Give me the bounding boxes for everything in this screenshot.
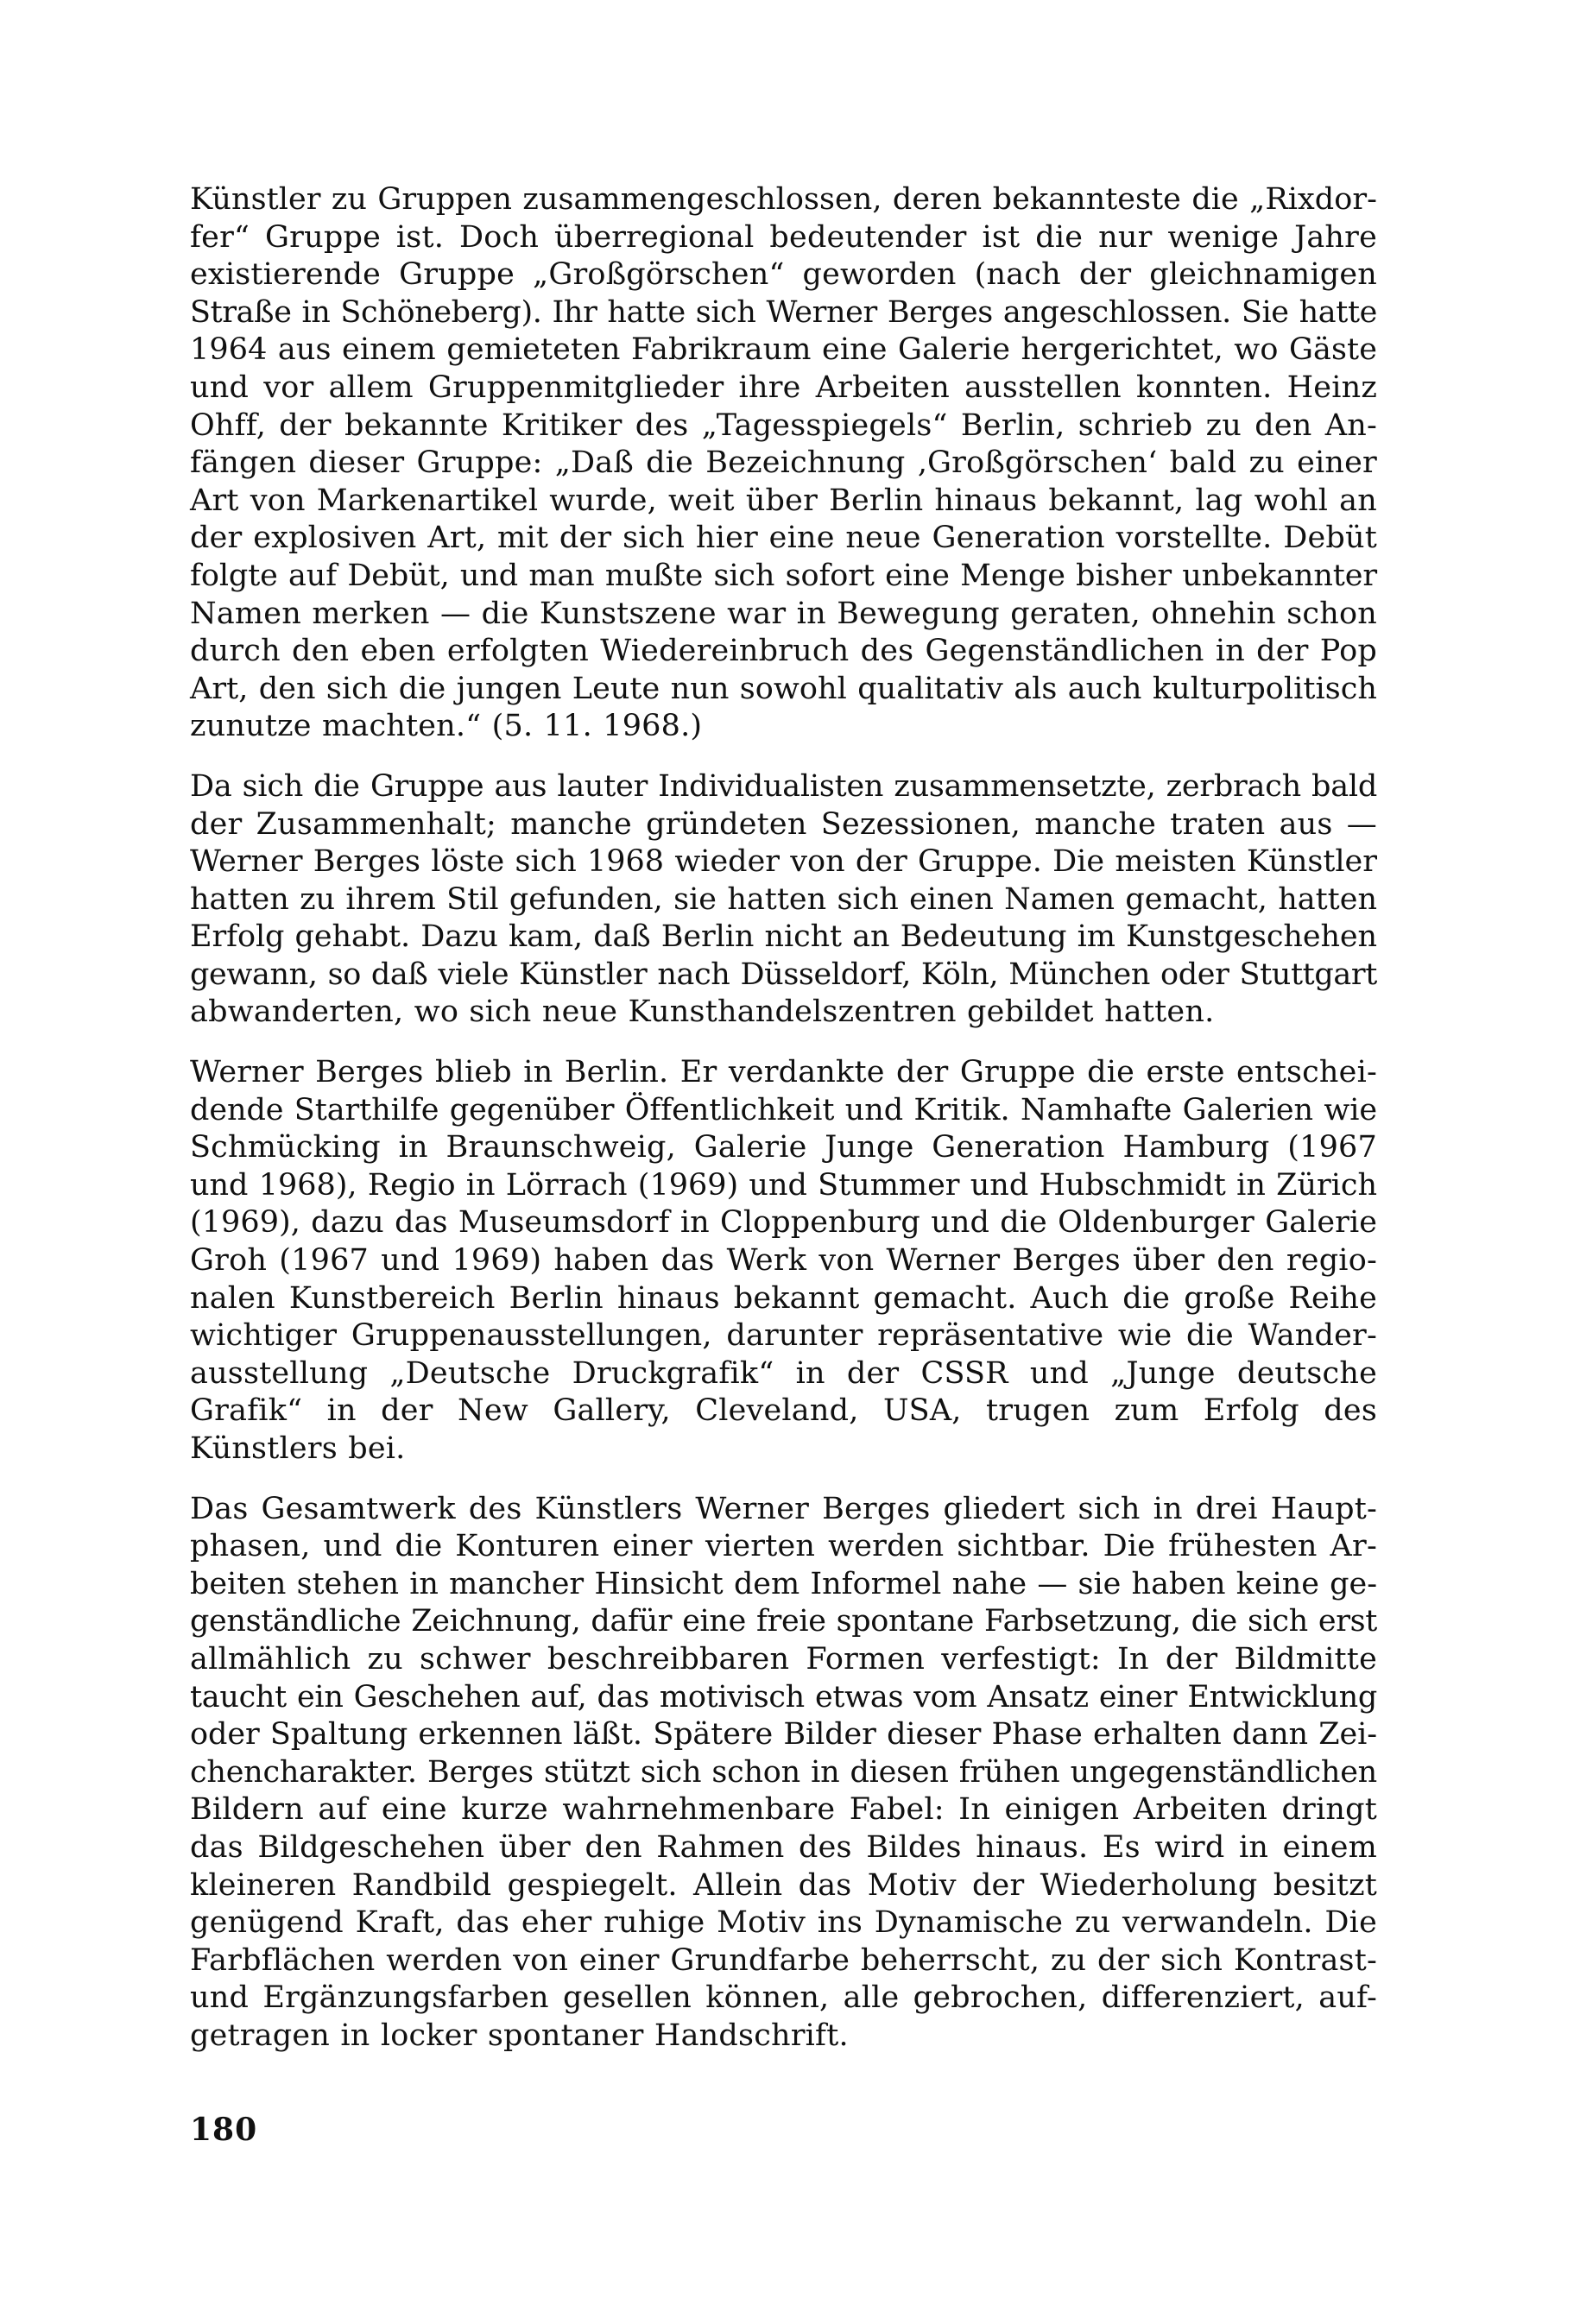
text-line: beiten stehen in mancher Hinsicht dem Informel nahe — sie haben keine ge- [190, 1566, 1377, 1601]
text-line: fängen dieser Gruppe: „Daß die Bezeichnung ‚Großgörschen‘ bald zu einer [190, 445, 1377, 481]
text-line: Da sich die Gruppe aus lauter Individualisten zusammensetzte, zerbrach bald [190, 768, 1377, 804]
text-line: kleineren Randbild gespiegelt. Allein das Motiv der Wiederholung besitzt [190, 1867, 1377, 1903]
text-line: Namen merken — die Kunstszene war in Bewegung geraten, ohnehin schon [190, 596, 1377, 631]
text-line: folgte auf Debüt, und man mußte sich sofort eine Menge bisher unbekannter [190, 558, 1377, 593]
text-line: und vor allem Gruppenmitglieder ihre Arbeiten ausstellen konnten. Heinz [190, 369, 1377, 405]
text-line: Künstler zu Gruppen zusammengeschlossen, deren bekannteste die „Rixdor- [190, 182, 1377, 217]
text-line: Schmücking in Braunschweig, Galerie Junge Generation Hamburg (1967 [190, 1130, 1377, 1165]
text-line: Art, den sich die jungen Leute nun sowohl qualitativ als auch kulturpolitisch [190, 671, 1377, 706]
text-line: Werner Berges löste sich 1968 wieder von der Gruppe. Die meisten Künstler [190, 844, 1377, 880]
text-line: der Zusammenhalt; manche gründeten Sezessionen, manche traten aus — [190, 806, 1377, 842]
text-line: phasen, und die Konturen einer vierten werden sichtbar. Die frühesten Ar- [190, 1529, 1377, 1564]
text-line: und 1968), Regio in Lörrach (1969) und Stummer und Hubschmidt in Zürich [190, 1167, 1377, 1203]
text-line: (1969), dazu das Museumsdorf in Cloppenburg und die Oldenburger Galerie [190, 1205, 1377, 1241]
text-line: Ohff, der bekannte Kritiker des „Tagesspiegels“ Berlin, schrieb zu den An- [190, 407, 1377, 443]
text-line: fer“ Gruppe ist. Doch überregional bedeutender ist die nur wenige Jahre [190, 219, 1377, 255]
paragraph [190, 181, 1377, 746]
paragraph [190, 768, 1377, 1032]
text-line: zunutze machten.“ (5. 11. 1968.) [190, 709, 703, 744]
text-line: genständliche Zeichnung, dafür eine freie spontane Farbsetzung, die sich erst [190, 1604, 1377, 1639]
text-line: Straße in Schöneberg). Ihr hatte sich Werner Berges angeschlossen. Sie hatte [190, 294, 1377, 330]
paragraph [190, 1491, 1377, 2056]
text-line: nalen Kunstbereich Berlin hinaus bekannt gemacht. Auch die große Reihe [190, 1280, 1377, 1316]
text-line: Künstlers bei. [190, 1431, 406, 1466]
paragraph [190, 1054, 1377, 1468]
text-line: das Bildgeschehen über den Rahmen des Bildes hinaus. Es wird in einem [190, 1829, 1377, 1865]
text-line: Erfolg gehabt. Dazu kam, daß Berlin nicht an Bedeutung im Kunstgeschehen [190, 919, 1377, 955]
text-line: Grafik“ in der New Gallery, Cleveland, USA, trugen zum Erfolg des [190, 1393, 1377, 1429]
text-line: existierende Gruppe „Großgörschen“ geworden (nach der gleichnamigen [190, 257, 1377, 293]
text-line: allmählich zu schwer beschreibbaren Formen verfestigt: In der Bildmitte [190, 1641, 1377, 1677]
text-line: hatten zu ihrem Stil gefunden, sie hatten sich einen Namen gemacht, hatten [190, 881, 1377, 917]
text-line: 1964 aus einem gemieteten Fabrikraum eine Galerie hergerichtet, wo Gäste [190, 332, 1377, 368]
text-line: taucht ein Geschehen auf, das motivisch etwas vom Ansatz einer Entwicklung [190, 1679, 1377, 1715]
text-line: Werner Berges blieb in Berlin. Er verdankte der Gruppe die erste entschei- [190, 1055, 1377, 1090]
text-line: Art von Markenartikel wurde, weit über Berlin hinaus bekannt, lag wohl an [190, 483, 1377, 518]
text-line: und Ergänzungsfarben gesellen können, alle gebrochen, differenziert, auf- [190, 1980, 1377, 2016]
text-line: dende Starthilfe gegenüber Öffentlichkeit und Kritik. Namhafte Galerien wie [190, 1092, 1377, 1127]
text-line: der explosiven Art, mit der sich hier eine neue Generation vorstellte. Debüt [190, 521, 1377, 556]
text-line: Bildern auf eine kurze wahrnehmenbare Fabel: In einigen Arbeiten dringt [190, 1792, 1377, 1828]
text-line: chencharakter. Berges stützt sich schon in diesen frühen ungegenständlichen [190, 1754, 1377, 1790]
text-line: oder Spaltung erkennen läßt. Spätere Bilder dieser Phase erhalten dann Zei- [190, 1717, 1377, 1752]
text-line: ausstellung „Deutsche Druckgrafik“ in der CSSR und „Junge deutsche [190, 1355, 1377, 1391]
page-body [190, 181, 1377, 2078]
text-line: Groh (1967 und 1969) haben das Werk von Werner Berges über den regio- [190, 1243, 1377, 1279]
text-line: Das Gesamtwerk des Künstlers Werner Berges gliedert sich in drei Haupt- [190, 1491, 1377, 1526]
text-line: wichtiger Gruppenausstellungen, darunter repräsentative wie die Wander- [190, 1318, 1377, 1354]
text-line: gewann, so daß viele Künstler nach Düsseldorf, Köln, München oder Stuttgart [190, 957, 1377, 992]
text-line: abwanderten, wo sich neue Kunsthandelszentren gebildet hatten. [190, 995, 1215, 1030]
page-number: 180 [190, 2112, 258, 2148]
text-line: getragen in locker spontaner Handschrift. [190, 2018, 849, 2053]
text-line: durch den eben erfolgten Wiedereinbruch des Gegenständlichen in der Pop [190, 634, 1377, 669]
text-line: Farbflächen werden von einer Grundfarbe beherrscht, zu der sich Kontrast- [190, 1942, 1377, 1978]
text-line: genügend Kraft, das eher ruhige Motiv ins Dynamische zu verwandeln. Die [190, 1905, 1377, 1941]
